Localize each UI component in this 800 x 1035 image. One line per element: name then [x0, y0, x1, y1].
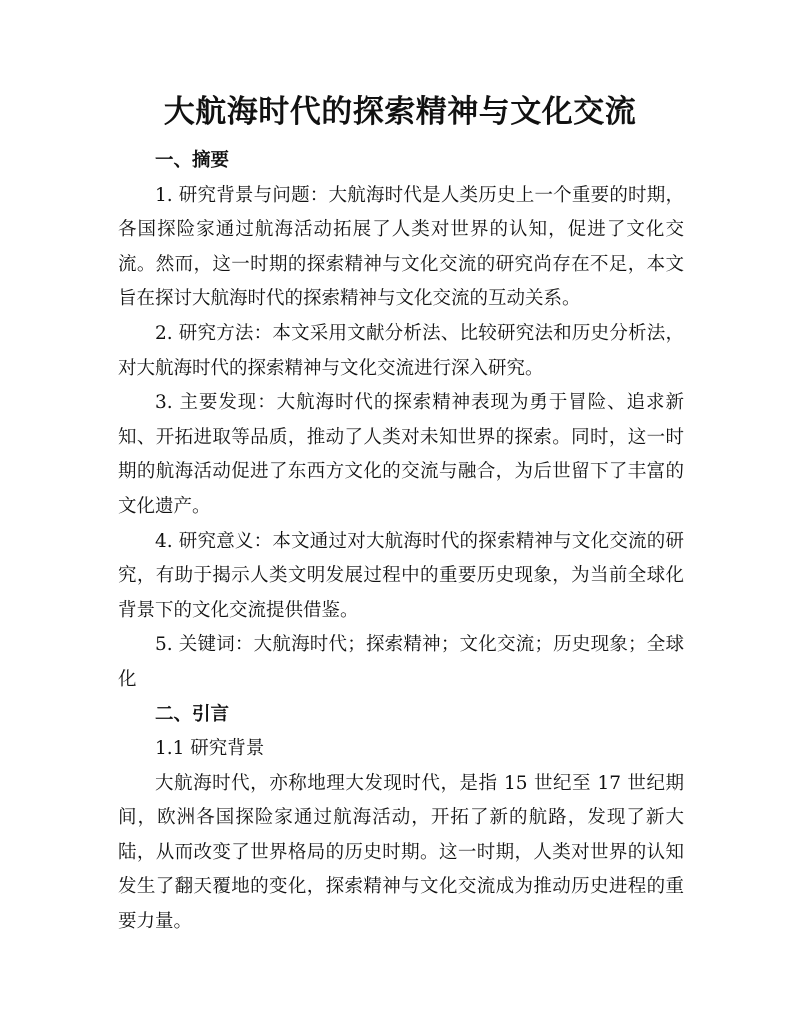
- subsection-heading-background: 1.1 研究背景: [155, 738, 265, 760]
- section-heading-introduction: 二、引言: [155, 703, 230, 725]
- abstract-item-method: 2. 研究方法：本文采用文献分析法、比较研究法和历史分析法，对大航海时代的探索精神与文化交流进行深入研究。: [118, 322, 684, 379]
- section-heading-abstract: 一、摘要: [155, 150, 230, 171]
- abstract-item-findings: 3. 主要发现：大航海时代的探索精神表现为勇于冒险、追求新知、开拓进取等品质，推动了人类对未知世界的探索。同时，这一时期的航海活动促进了东西方文化的交流与融合，为后世留下了丰富的文化遗产。: [118, 392, 684, 517]
- document-body: [118, 144, 684, 940]
- document-title: 大航海时代的探索精神与文化交流: [163, 94, 637, 130]
- introduction-paragraph: 大航海时代，亦称地理大发现时代，是指 15 世纪至 17 世纪期间，欧洲各国探险家通过航海活动，开拓了新的航路，发现了新大陆，从而改变了世界格局的历史时期。这一时期，人类对世界的认知发生了翻天覆地的变化，探索精神与文化交流成为推动历史进程的重要力量。: [118, 772, 684, 933]
- abstract-item-keywords: 5. 关键词：大航海时代；探索精神；文化交流；历史现象；全球化: [118, 634, 684, 690]
- abstract-item-significance: 4. 研究意义：本文通过对大航海时代的探索精神与文化交流的研究，有助于揭示人类文明发展过程中的重要历史现象，为当前全球化背景下的文化交流提供借鉴。: [118, 530, 684, 621]
- abstract-item-background: 1. 研究背景与问题：大航海时代是人类历史上一个重要的时期，各国探险家通过航海活动拓展了人类对世界的认知，促进了文化交流。然而，这一时期的探索精神与文化交流的研究尚存在不足，本文旨在探讨大航海时代的探索精神与文化交流的互动关系。: [118, 184, 684, 310]
